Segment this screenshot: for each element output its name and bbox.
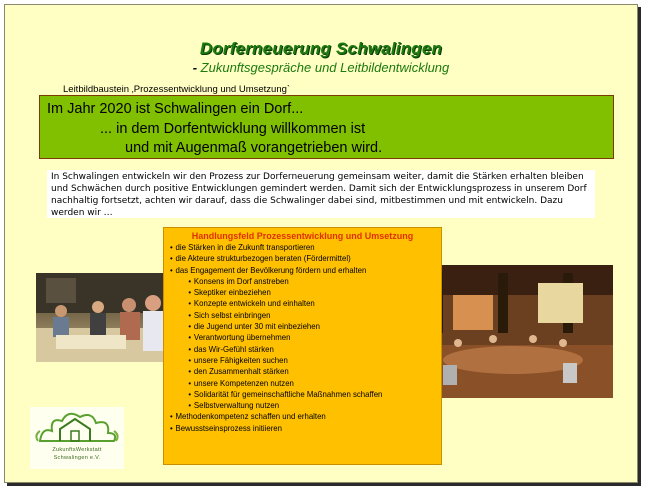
action-field-item: • die Jugend unter 30 mit einbeziehen xyxy=(170,321,417,332)
village-logo-icon xyxy=(30,407,124,447)
page-subtitle xyxy=(5,60,637,75)
vision-line-1: Im Jahr 2020 ist Schwalingen ein Dorf... xyxy=(47,101,304,117)
vision-box xyxy=(39,95,614,159)
vision-line-2: ... in dem Dorfentwicklung willkommen ist xyxy=(100,121,366,137)
action-field-item: • Solidarität für gemeinschaftliche Maßnahmen schaffen xyxy=(170,389,417,400)
action-field-item: • Skeptiker einbeziehen xyxy=(170,287,417,298)
action-field-item: • Bewusstseinsprozess initiieren xyxy=(170,423,417,434)
vision-line-3: und mit Augenmaß vorangetrieben wird. xyxy=(125,140,383,156)
slide xyxy=(4,4,638,483)
action-field-item: • unsere Kompetenzen nutzen xyxy=(170,378,417,389)
action-field-item: • Sich selbst einbringen xyxy=(170,310,417,321)
meeting-photo xyxy=(413,265,613,398)
workshop-photo xyxy=(36,273,165,362)
action-field-item: • Methodenkompetenz schaffen und erhalten xyxy=(170,411,417,422)
action-field-item: • den Zusammenhalt stärken xyxy=(170,366,417,377)
action-field-box xyxy=(163,227,442,465)
subtitle-text: Zukunftsgespräche und Leitbildentwicklung xyxy=(200,60,450,75)
baustein-label: Leitbildbaustein ‚Prozessentwicklung und Umsetzung` xyxy=(63,84,291,95)
action-field-item: • Selbstverwaltung nutzen xyxy=(170,400,417,411)
action-field-item: • das Engagement der Bevölkerung fördern und erhalten xyxy=(170,265,417,276)
action-field-item: • das Wir-Gefühl stärken xyxy=(170,344,417,355)
action-field-item: • die Stärken in die Zukunft transportieren xyxy=(170,242,417,253)
logo-text-line-1: ZukunftsWerkstatt xyxy=(52,447,102,453)
intro-text: In Schwalingen entwickeln wir den Prozess zur Dorferneuerung gemeinsam weiter, damit die Stärken erhalten bleiben und Schwächen durch positive Entwicklungen gemindert werden. Damit sich der Entwicklungsprozess in unserem Dorf nachhaltig fortsetzt, achten wir darauf, dass die Schwalinger dabei sind, mitbestimmen und mit entwickeln. Dazu werden wir … xyxy=(47,170,595,218)
zukunftswerkstatt-logo xyxy=(30,407,124,469)
subtitle-dash: - xyxy=(192,60,201,75)
page-title: Dorferneuerung Schwalingen xyxy=(199,39,443,58)
action-field-item: • Verantwortung übernehmen xyxy=(170,332,417,343)
action-field-item: • die Akteure strukturbezogen beraten (Fördermittel) xyxy=(170,253,417,264)
logo-text-line-2: Schwalingen e.V. xyxy=(53,455,101,461)
action-field-title: Handlungsfeld Prozessentwicklung und Umsetzung xyxy=(191,231,414,241)
action-field-item: • Konsens im Dorf anstreben xyxy=(170,276,417,287)
workshop-photo-illustration xyxy=(36,273,165,362)
action-field-item: • unsere Fähigkeiten suchen xyxy=(170,355,417,366)
meeting-photo-illustration xyxy=(413,265,613,398)
action-field-item: • Konzepte entwickeln und einhalten xyxy=(170,298,417,309)
action-field-list xyxy=(170,242,438,434)
